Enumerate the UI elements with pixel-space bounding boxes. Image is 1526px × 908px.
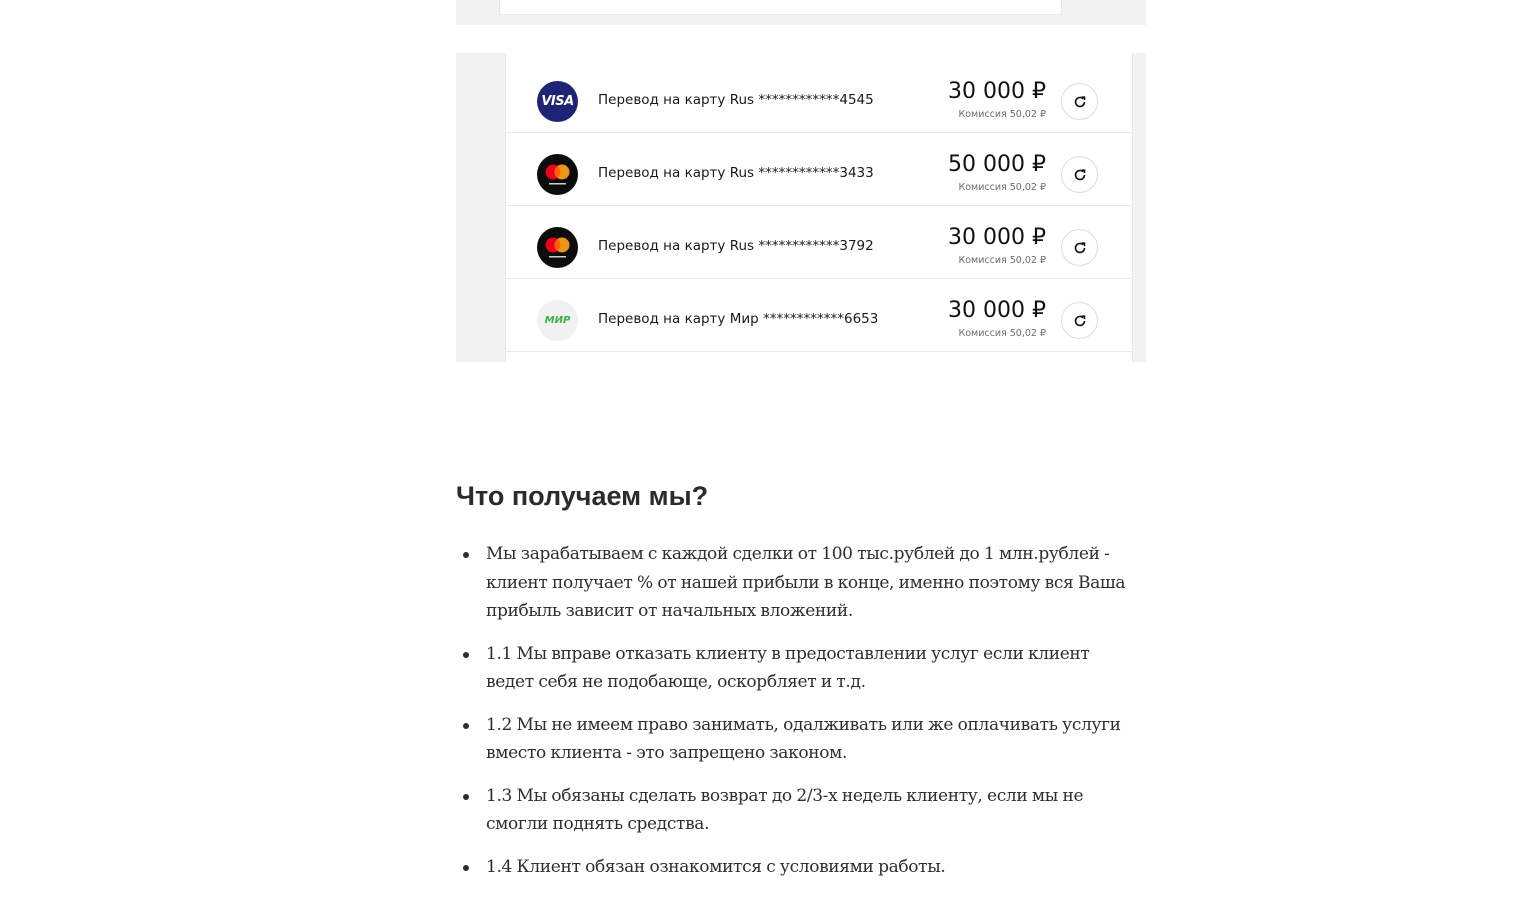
conditions-list xyxy=(456,540,1146,895)
transfers-screenshot xyxy=(456,53,1146,362)
list-item-text: 1.2 Мы не имеем право занимать, одалживать или же оплачивать услуги вместо клиента - это запрещено законом. xyxy=(486,714,1121,763)
transfer-label: Перевод на карту Rus ************3792 xyxy=(598,238,874,254)
list-item xyxy=(456,540,1146,626)
mastercard-circles-icon xyxy=(537,154,578,195)
section-heading: Что получаем мы? xyxy=(456,481,709,511)
transfer-label: Перевод на карту Мир ************6653 xyxy=(598,311,879,327)
repeat-transfer-button[interactable] xyxy=(1061,156,1098,193)
transfer-row xyxy=(506,132,1132,206)
transfer-amount: 30 000 ₽ xyxy=(948,79,1046,104)
transfer-commission: Комиссия 50,02 ₽ xyxy=(958,328,1046,339)
repeat-transfer-button[interactable] xyxy=(1061,229,1098,266)
transfer-amount: 50 000 ₽ xyxy=(948,152,1046,177)
previous-screenshot-panel xyxy=(499,0,1062,15)
mastercard-logo-icon xyxy=(537,154,578,195)
mastercard-logo-icon xyxy=(537,227,578,268)
previous-screenshot-fragment xyxy=(456,0,1146,25)
refresh-icon xyxy=(1073,314,1087,328)
repeat-transfer-button[interactable] xyxy=(1061,83,1098,120)
list-item xyxy=(456,711,1146,768)
transfer-label: Перевод на карту Rus ************3433 xyxy=(598,165,874,181)
list-item-text: 1.1 Мы вправе отказать клиенту в предоставлении услуг если клиент ведет себя не подобающе, оскорбляет и т.д. xyxy=(486,643,1090,692)
transfer-commission: Комиссия 50,02 ₽ xyxy=(958,182,1046,193)
refresh-icon xyxy=(1073,241,1087,255)
transfer-label: Перевод на карту Rus ************4545 xyxy=(598,92,874,108)
repeat-transfer-button[interactable] xyxy=(1061,302,1098,339)
transfer-row xyxy=(506,278,1132,352)
list-item xyxy=(456,782,1146,839)
transfer-row xyxy=(506,59,1132,133)
list-item xyxy=(456,640,1146,697)
transfer-commission: Комиссия 50,02 ₽ xyxy=(958,109,1046,120)
list-item-text: 1.3 Мы обязаны сделать возврат до 2/3-х недель клиенту, если мы не смогли поднять средства. xyxy=(486,785,1084,834)
transfer-row xyxy=(506,205,1132,279)
mastercard-circles-icon xyxy=(537,227,578,268)
transfers-list xyxy=(505,53,1133,362)
list-item-text: Мы зарабатываем с каждой сделки от 100 тыс.рублей до 1 млн.рублей - клиент получает % от нашей прибыли в конце, именно поэтому вся Ваша прибыль зависит от начальных вложений. xyxy=(486,544,1126,621)
transfer-amount: 30 000 ₽ xyxy=(948,298,1046,323)
mir-logo-icon: МИР xyxy=(537,300,578,341)
refresh-icon xyxy=(1073,95,1087,109)
refresh-icon xyxy=(1073,168,1087,182)
visa-logo-icon: VISA xyxy=(537,81,578,122)
transfer-amount: 30 000 ₽ xyxy=(948,225,1046,250)
list-item xyxy=(456,853,1146,882)
list-item-text: 1.4 Клиент обязан ознакомится с условиями работы. xyxy=(486,856,946,877)
transfer-commission: Комиссия 50,02 ₽ xyxy=(958,255,1046,266)
